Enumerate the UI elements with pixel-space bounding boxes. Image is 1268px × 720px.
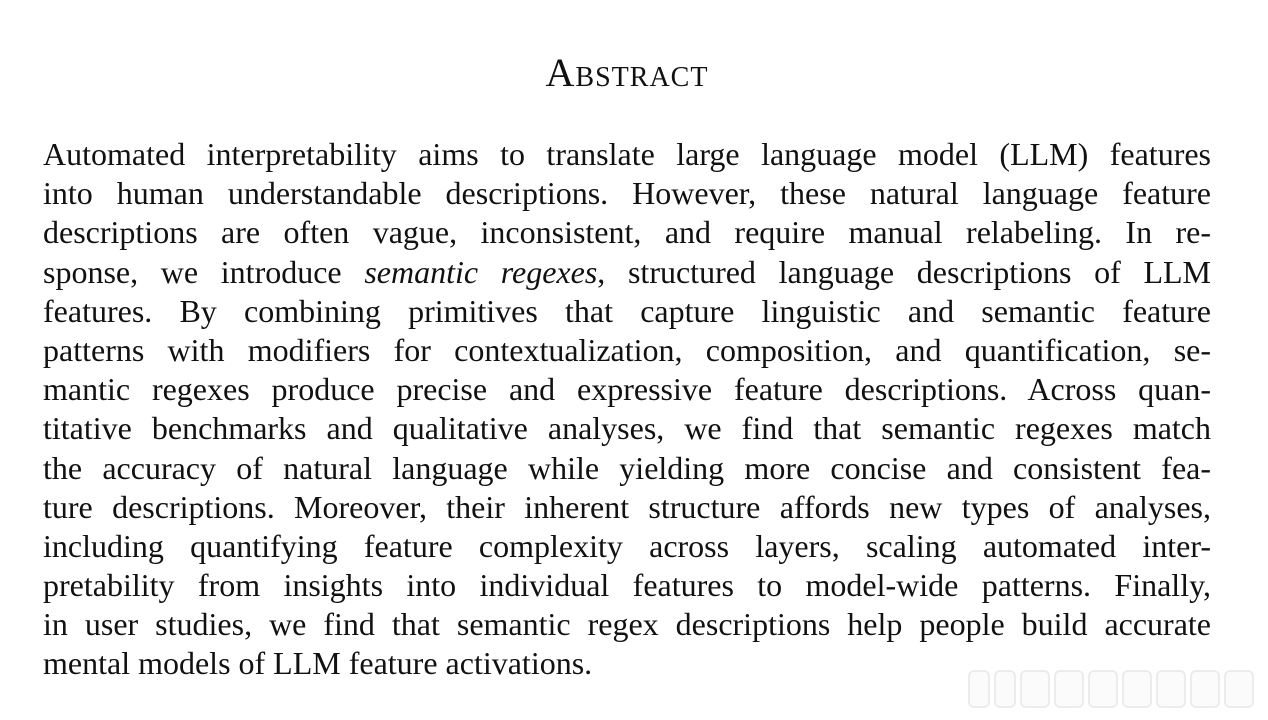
abstract-line [43,253,1211,292]
abstract-line: titative benchmarks and qualitative analyses, we find that semantic regexes match [43,410,1211,447]
abstract-line: in user studies, we find that semantic regex descriptions help people build accurate [43,606,1211,643]
abstract-line: including quantifying feature complexity across layers, scaling automated inter- [43,527,1211,564]
abstract-line: mental models of LLM feature activations. [43,645,593,682]
watermark-mark [1020,670,1050,708]
abstract-line: ture descriptions. Moreover, their inherent structure affords new types of analyses, [43,488,1211,525]
abstract-line-text: , structured language descriptions of LLM [597,253,1211,290]
abstract-line: Automated interpretability aims to translate large language model (LLM) features [43,136,1211,172]
watermark-mark [1122,670,1152,708]
abstract-line: into human understandable descriptions. However, these natural language feature [43,175,1211,212]
watermark-mark [1224,670,1254,708]
abstract-line-text: sponse, we introduce [43,253,365,290]
abstract-line: features. By combining primitives that capture linguistic and semantic feature [43,292,1211,329]
abstract-emphasis-term: semantic regexes [364,253,598,290]
abstract-line: mantic regexes produce precise and expressive feature descriptions. Across quan- [43,371,1211,408]
watermark-mark [1088,670,1118,708]
abstract-body [43,135,1211,684]
abstract-line: patterns with modifiers for contextualization, composition, and quantification, se- [43,331,1211,368]
abstract-line: pretability from insights into individual features to model-wide patterns. Finally, [43,567,1211,604]
watermark-mark [1054,670,1084,708]
abstract-line: descriptions are often vague, inconsistent, and require manual relabeling. In re- [43,214,1211,251]
watermark-mark [968,670,990,708]
watermark-mark [1190,670,1220,708]
watermark-logo [968,670,1258,710]
abstract-line: the accuracy of natural language while yielding more concise and consistent fea- [43,449,1211,486]
watermark-mark [994,670,1016,708]
watermark-mark [1156,670,1186,708]
abstract-heading: Abstract [545,50,709,95]
